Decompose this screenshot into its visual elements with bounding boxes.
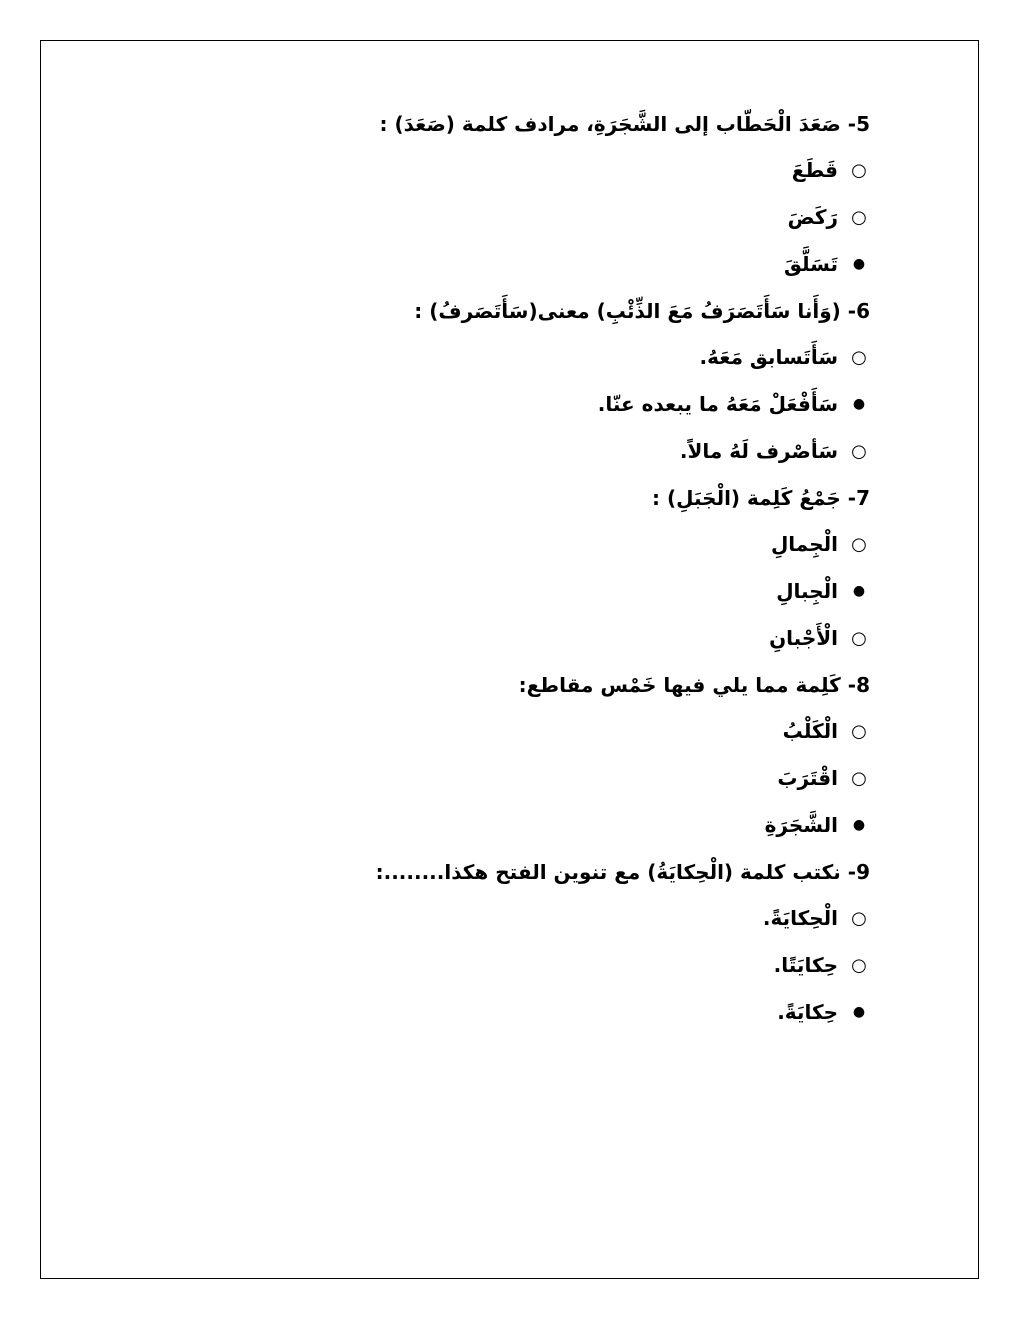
q7-option-1[interactable] — [170, 532, 870, 556]
radio-filled-icon: ● — [852, 1004, 866, 1020]
option-label: الشَّجَرَةِ — [764, 813, 838, 837]
radio-filled-icon: ● — [852, 583, 866, 599]
radio-empty-icon: ○ — [851, 907, 867, 929]
option-label: تَسَلَّقَ — [783, 252, 838, 276]
question-9: 9- نكتب كلمة (الْحِكايَةُ) مع تنوين الفتح هكذا........: — [375, 860, 870, 884]
radio-empty-icon: ○ — [851, 767, 867, 789]
q9-option-2[interactable] — [170, 953, 870, 977]
option-label: الْحِكايَةً. — [762, 906, 838, 930]
radio-empty-icon: ○ — [851, 720, 867, 742]
question-6: 6- (وَأَنا سَأَتَصَرَفُ مَعَ الذِّئْبِ) معنى(سَأَتَصَرفُ) : — [414, 299, 870, 323]
q8-option-2[interactable] — [170, 766, 870, 790]
radio-empty-icon: ○ — [851, 346, 867, 368]
radio-filled-icon: ● — [852, 256, 866, 272]
radio-empty-icon: ○ — [851, 533, 867, 555]
q7-option-3[interactable] — [170, 626, 870, 650]
q7-option-2[interactable] — [170, 579, 870, 603]
radio-empty-icon: ○ — [851, 627, 867, 649]
question-5: 5- صَعَدَ الْحَطّاب إلى الشَّجَرَةِ، مرادف كلمة (صَعَدَ) : — [379, 112, 870, 136]
radio-empty-icon: ○ — [851, 954, 867, 976]
radio-empty-icon: ○ — [851, 159, 867, 181]
q8-option-1[interactable] — [170, 719, 870, 743]
option-label: حِكايَةً. — [777, 1000, 838, 1024]
q5-option-1[interactable] — [170, 158, 870, 182]
q5-option-3[interactable] — [170, 252, 870, 276]
question-7: 7- جَمْعُ كَلِمة (الْجَبَلِ) : — [652, 486, 870, 510]
question-8: 8- كَلِمة مما يلي فيها خَمْس مقاطع: — [518, 673, 870, 697]
quiz-content — [170, 112, 870, 1047]
radio-filled-icon: ● — [852, 817, 866, 833]
option-label: الْجِمالِ — [770, 532, 838, 556]
q8-option-3[interactable] — [170, 813, 870, 837]
radio-empty-icon: ○ — [851, 206, 867, 228]
option-label: سَأَتَسابق مَعَهُ. — [699, 345, 838, 369]
radio-filled-icon: ● — [852, 396, 866, 412]
option-label: الْأَجْبانِ — [769, 626, 838, 650]
option-label: الْجِبالِ — [776, 579, 838, 603]
q6-option-3[interactable] — [170, 439, 870, 463]
option-label: اقْتَرَبَ — [777, 766, 838, 790]
radio-empty-icon: ○ — [851, 440, 867, 462]
option-label: سَأَفْعَلْ مَعَهُ ما يبعده عنّا. — [597, 392, 838, 416]
q6-option-1[interactable] — [170, 345, 870, 369]
q5-option-2[interactable] — [170, 205, 870, 229]
option-label: رَكَضَ — [787, 205, 838, 229]
q6-option-2[interactable] — [170, 392, 870, 416]
option-label: قَطَعَ — [791, 158, 838, 182]
q9-option-1[interactable] — [170, 906, 870, 930]
option-label: حِكايَتًا. — [773, 953, 838, 977]
option-label: الْكَلْبُ — [782, 719, 838, 743]
q9-option-3[interactable] — [170, 1000, 870, 1024]
option-label: سَأصْرف لَهُ مالاً. — [679, 439, 838, 463]
